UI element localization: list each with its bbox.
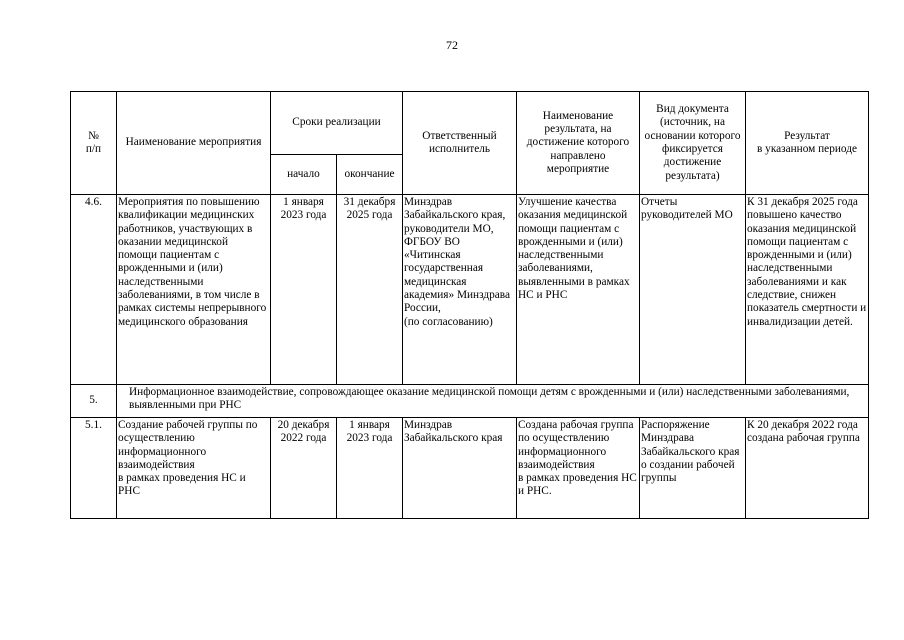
row-end: 31 декабря 2025 года bbox=[337, 195, 403, 385]
row-doc-type: Распоряжение Минздрава Забайкальского края о создании рабочей группы bbox=[640, 418, 746, 519]
events-table bbox=[70, 91, 869, 519]
section-title: Информационное взаимодействие, сопровождающее оказание медицинской помощи детям с врожденными и (или) наследственными заболеваниями, выявленными при РНС bbox=[117, 385, 869, 418]
table-row bbox=[71, 418, 869, 519]
header-row-1 bbox=[71, 92, 869, 155]
row-doc-type: Отчеты руководителей МО bbox=[640, 195, 746, 385]
header-num: № п/п bbox=[71, 92, 117, 195]
row-num: 5.1. bbox=[71, 418, 117, 519]
row-name: Мероприятия по повышению квалификации медицинских работников, участвующих в оказании медицинской помощи пациентам с врожденными и (или) наследственными заболеваниями, в том числе в рамках системы непрерывного медицинского образования bbox=[117, 195, 271, 385]
header-name: Наименование мероприятия bbox=[117, 92, 271, 195]
row-result-period: К 31 декабря 2025 года повышено качество оказания медицинской помощи пациентам с врожденными и (или) наследственными заболеваниями и как следствие, снижен показатель смертности и инвалидизации детей. bbox=[746, 195, 869, 385]
row-name: Создание рабочей группы по осуществлению информационного взаимодействия в рамках проведения НС и РНС bbox=[117, 418, 271, 519]
header-result-name: Наименование результата, на достижение которого направлено мероприятие bbox=[517, 92, 640, 195]
row-num: 4.6. bbox=[71, 195, 117, 385]
header-result-period: Результат в указанном периоде bbox=[746, 92, 869, 195]
row-responsible: Минздрав Забайкальского края, руководители МО, ФГБОУ ВО «Читинская государственная медицинская академия» Минздрава России, (по согласованию) bbox=[403, 195, 517, 385]
header-terms: Сроки реализации bbox=[271, 92, 403, 155]
row-result-name: Создана рабочая группа по осуществлению информационного взаимодействия в рамках проведения НС и РНС. bbox=[517, 418, 640, 519]
table-row bbox=[71, 195, 869, 385]
row-end: 1 января 2023 года bbox=[337, 418, 403, 519]
page-number: 72 bbox=[446, 38, 458, 52]
section-num: 5. bbox=[71, 385, 117, 418]
header-start: начало bbox=[271, 155, 337, 195]
row-responsible: Минздрав Забайкальского края bbox=[403, 418, 517, 519]
header-end: окончание bbox=[337, 155, 403, 195]
row-start: 1 января 2023 года bbox=[271, 195, 337, 385]
header-responsible: Ответственный исполнитель bbox=[403, 92, 517, 195]
row-result-name: Улучшение качества оказания медицинской помощи пациентам с врожденными и (или) наследственными заболеваниями, выявленными в рамках НС и РНС bbox=[517, 195, 640, 385]
section-row bbox=[71, 385, 869, 418]
header-doc-type: Вид документа (источник, на основании которого фиксируется достижение результата) bbox=[640, 92, 746, 195]
row-start: 20 декабря 2022 года bbox=[271, 418, 337, 519]
row-result-period: К 20 декабря 2022 года создана рабочая группа bbox=[746, 418, 869, 519]
